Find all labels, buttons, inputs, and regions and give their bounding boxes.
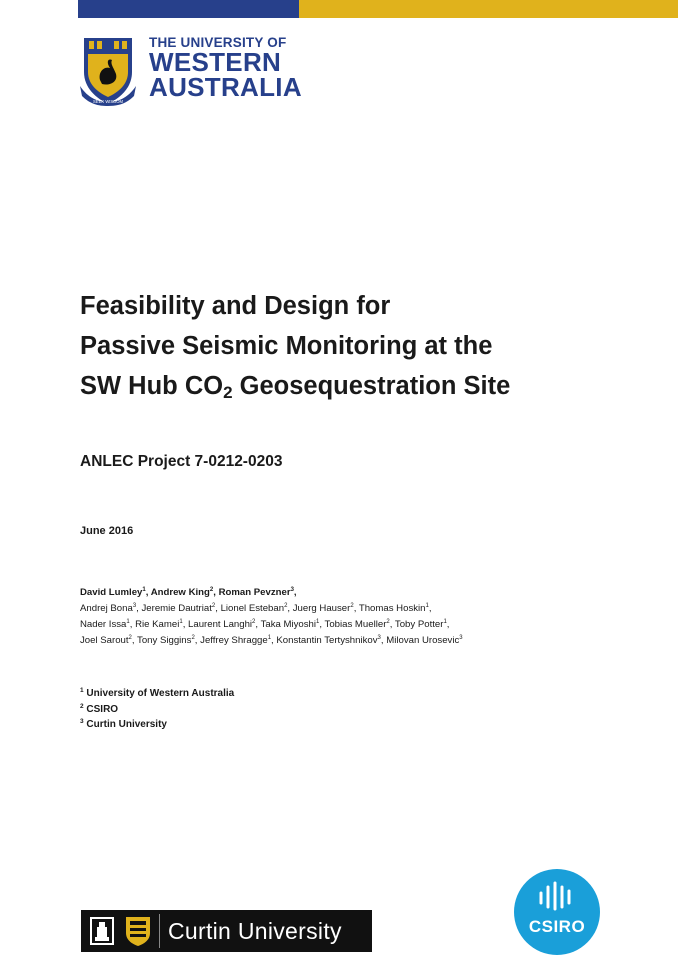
author-affiliation-mark: 2 — [128, 635, 132, 641]
author-name: Konstantin Tertyshnikov — [276, 635, 378, 646]
author-affiliation-mark: 3 — [377, 635, 381, 641]
csiro-logo — [514, 869, 600, 955]
author-affiliation-mark: 1 — [443, 619, 447, 625]
report-title-line2: Passive Seismic Monitoring at the — [80, 332, 493, 360]
author-name: Thomas Hoskin — [358, 603, 426, 614]
report-title — [80, 286, 510, 413]
author-name: David Lumley — [80, 587, 143, 598]
affiliation-name: Curtin University — [83, 719, 167, 730]
author-name: Joel Sarout — [80, 635, 129, 646]
affiliation-name: University of Western Australia — [83, 688, 235, 699]
affiliation-number: 2 — [80, 702, 84, 710]
author-name: Tobias Mueller — [324, 619, 387, 630]
author-affiliation-mark: 1 — [267, 635, 272, 641]
author-affiliation-mark: 2 — [350, 603, 354, 609]
report-title-line3-post: Geosequestration Site — [232, 372, 511, 400]
author-affiliation-mark: 3 — [132, 603, 137, 609]
author-name: Laurent Langhi — [188, 619, 253, 630]
author-name: Andrew King — [150, 587, 210, 598]
author-name: Jeffrey Shragge — [200, 635, 268, 646]
author-affiliation-mark: 3 — [290, 587, 294, 593]
author-affiliation-mark: 2 — [284, 603, 288, 609]
author-name: Roman Pevzner — [218, 587, 291, 598]
author-affiliation-mark: 1 — [179, 619, 183, 625]
affiliation-name: CSIRO — [83, 703, 119, 715]
report-title-subscript: 2 — [223, 383, 233, 402]
uwa-motto: SEEK WISDOM — [92, 99, 124, 104]
author-affiliation-mark: 2 — [209, 587, 214, 593]
affiliation-list — [80, 686, 234, 733]
affiliation-item — [80, 717, 234, 733]
affiliation-item — [80, 702, 234, 718]
author-name: Toby Potter — [394, 619, 444, 630]
header-bar-gold — [299, 0, 678, 18]
author-name: Jeremie Dautriat — [141, 603, 212, 614]
author-affiliation-mark: 2 — [191, 635, 195, 641]
csiro-wordmark: CSIRO — [528, 917, 586, 936]
project-number: ANLEC Project 7-0212-0203 — [80, 453, 283, 470]
author-name: Lionel Esteban — [220, 603, 285, 614]
author-line: Nader Issa$^1$, Rie Kamei$^1$, Laurent Langhi$^2$, Taka Miyoshi$^1$, Tobias Mueller$^2$, Toby Potter$^1$, — [80, 619, 450, 630]
header-bar-blue — [78, 0, 299, 18]
author-affiliation-mark: 2 — [252, 619, 256, 625]
uwa-wordmark-line3: AUSTRALIA — [149, 72, 302, 102]
author-affiliation-mark: 1 — [126, 619, 130, 625]
curtin-logo-separator — [159, 914, 160, 948]
author-line: Joel Sarout$^2$, Tony Siggins$^2$, Jeffrey Shragge$^1$, Konstantin Tertyshnikov$^3$, Milovan Urosevic$^3$ — [80, 635, 463, 646]
curtin-logo — [81, 910, 372, 952]
uwa-wordmark-line1: THE UNIVERSITY OF — [149, 35, 287, 50]
author-line: Andrej Bona$^3$, Jeremie Dautriat$^2$, Lionel Esteban$^2$, Juerg Hauser$^2$, Thomas Hoskin$^1$, — [80, 603, 432, 614]
author-name: Andrej Bona — [80, 603, 133, 614]
author-name: Juerg Hauser — [292, 603, 351, 614]
affiliation-item — [80, 686, 234, 702]
csiro-wave-icon — [538, 881, 576, 911]
report-date: June 2016 — [80, 525, 134, 537]
author-affiliation-mark: 2 — [386, 619, 390, 625]
author-name: Nader Issa — [80, 619, 127, 630]
report-title-line1: Feasibility and Design for — [80, 292, 391, 320]
report-title-line3 — [80, 366, 510, 413]
author-affiliation-mark: 3 — [459, 635, 463, 641]
affiliation-number: 3 — [80, 718, 84, 725]
uwa-wordmark-line2: WESTERN — [149, 47, 282, 77]
author-list — [80, 585, 463, 649]
curtin-wordmark: Curtin University — [168, 918, 342, 944]
report-title-line3-pre: SW Hub CO — [80, 372, 224, 400]
author-name: Tony Siggins — [137, 635, 192, 646]
author-name: Milovan Urosevic — [386, 635, 460, 646]
author-affiliation-mark: 1 — [142, 587, 146, 593]
author-affiliation-mark: 2 — [211, 603, 216, 609]
curtin-crest-icon — [87, 915, 117, 947]
author-affiliation-mark: 1 — [425, 603, 429, 609]
affiliation-number: 1 — [80, 687, 84, 694]
author-line: David Lumley$^1$, Andrew King$^2$, Roman Pevzner$^3$, — [80, 587, 297, 598]
author-affiliation-mark: 1 — [316, 619, 320, 625]
author-name: Taka Miyoshi — [260, 619, 317, 630]
curtin-shield-icon — [123, 915, 153, 947]
author-name: Rie Kamei — [135, 619, 180, 630]
uwa-wordmark — [149, 36, 302, 100]
uwa-logo — [78, 34, 318, 114]
uwa-crest-icon — [78, 34, 138, 106]
